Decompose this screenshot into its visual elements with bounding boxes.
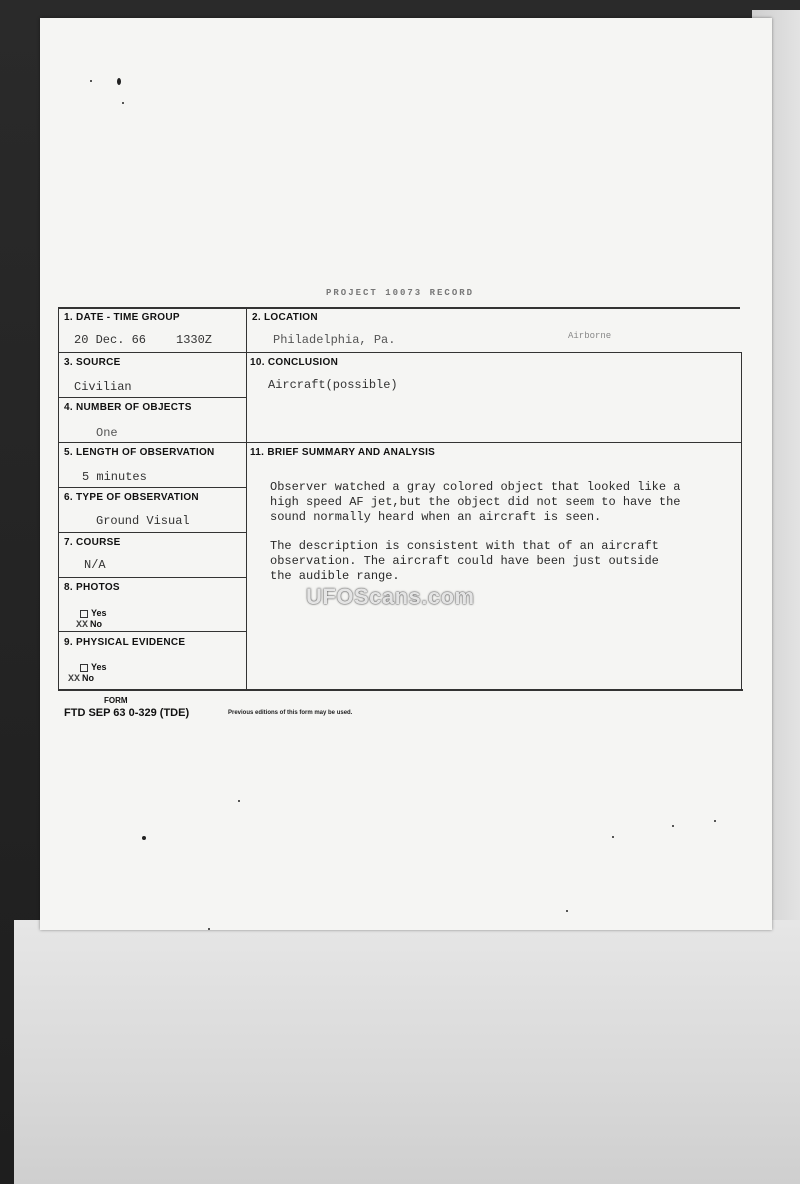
evidence-no-checkmark: XX xyxy=(68,674,81,685)
summary-line: high speed AF jet,but the object did not seem to have the xyxy=(270,495,681,509)
row1-bottom-rule xyxy=(58,352,742,353)
evidence-yes-checkbox xyxy=(80,664,88,672)
right-edge xyxy=(741,352,742,690)
course-label: 7. COURSE xyxy=(64,537,121,548)
summary-line: The description is consistent with that of an aircraft xyxy=(270,539,659,553)
document-page xyxy=(40,18,772,930)
summary-line: Observer watched a gray colored object that looked like a xyxy=(270,480,681,494)
partial-header-text: PROJECT 10073 RECORD xyxy=(326,288,475,298)
number-objects-label: 4. NUMBER OF OBJECTS xyxy=(64,402,192,413)
rule-length-bottom xyxy=(58,487,246,488)
date-time-label: 1. DATE - TIME GROUP xyxy=(64,312,180,323)
rule-number-bottom xyxy=(58,442,246,443)
location-value: Philadelphia, Pa. xyxy=(273,333,396,347)
footer-form-word: FORM xyxy=(104,696,128,705)
speck xyxy=(142,836,146,840)
photos-no-text: No xyxy=(90,619,103,629)
evidence-yes-text: Yes xyxy=(91,662,107,672)
speck xyxy=(714,820,716,822)
location-label: 2. LOCATION xyxy=(252,312,318,323)
course-value: N/A xyxy=(84,558,106,572)
conclusion-value: Aircraft(possible) xyxy=(268,378,398,392)
photos-no-option xyxy=(76,619,102,631)
speck xyxy=(672,825,674,827)
rule-course-bottom xyxy=(58,577,246,578)
summary-line: the audible range. xyxy=(270,569,400,583)
time-value: 1330Z xyxy=(176,333,213,347)
speck xyxy=(612,836,614,838)
form-bottom-rule xyxy=(58,689,743,691)
speck xyxy=(566,910,568,912)
rule-type-bottom xyxy=(58,532,246,533)
source-label: 3. SOURCE xyxy=(64,357,121,368)
photos-yes-checkbox xyxy=(80,610,88,618)
evidence-no-text: No xyxy=(82,673,95,683)
summary-label: 11. BRIEF SUMMARY AND ANALYSIS xyxy=(250,447,436,458)
source-value: Civilian xyxy=(74,380,132,394)
rule-photos-bottom xyxy=(58,631,246,632)
footer-note: Previous editions of this form may be used. xyxy=(228,710,353,716)
form-top-rule xyxy=(58,307,740,309)
center-divider xyxy=(246,307,247,690)
footer-form-id: FTD SEP 63 0-329 (TDE) xyxy=(64,707,190,719)
evidence-yes-option xyxy=(80,662,107,672)
rule-conclusion-bottom xyxy=(246,442,742,443)
photos-yes-option xyxy=(80,608,107,618)
physical-evidence-label: 9. PHYSICAL EVIDENCE xyxy=(64,637,186,648)
left-edge xyxy=(58,307,59,690)
speck xyxy=(238,800,240,802)
rule-source-bottom xyxy=(58,397,246,398)
type-observation-value: Ground Visual xyxy=(96,514,190,528)
speck xyxy=(208,928,210,930)
summary-paragraph-1 xyxy=(270,480,680,525)
speck xyxy=(90,80,92,82)
evidence-no-option xyxy=(68,673,94,685)
date-value: 20 Dec. 66 xyxy=(74,333,147,347)
underlying-sheet xyxy=(14,920,800,1184)
site-watermark: UFOScans.com xyxy=(306,584,475,609)
length-observation-value: 5 minutes xyxy=(82,470,147,484)
location-extra: Airborne xyxy=(568,331,612,341)
summary-paragraph-2 xyxy=(270,539,659,584)
photos-yes-text: Yes xyxy=(91,608,107,618)
summary-line: sound normally heard when an aircraft is seen. xyxy=(270,510,602,524)
number-objects-value: One xyxy=(96,426,118,440)
speck xyxy=(117,78,121,85)
type-observation-label: 6. TYPE OF OBSERVATION xyxy=(64,492,199,503)
length-observation-label: 5. LENGTH OF OBSERVATION xyxy=(64,447,215,458)
summary-line: observation. The aircraft could have been just outside xyxy=(270,554,659,568)
photos-label: 8. PHOTOS xyxy=(64,582,120,593)
conclusion-label: 10. CONCLUSION xyxy=(250,357,339,368)
speck xyxy=(122,102,124,104)
photos-no-checkmark: XX xyxy=(76,620,89,631)
